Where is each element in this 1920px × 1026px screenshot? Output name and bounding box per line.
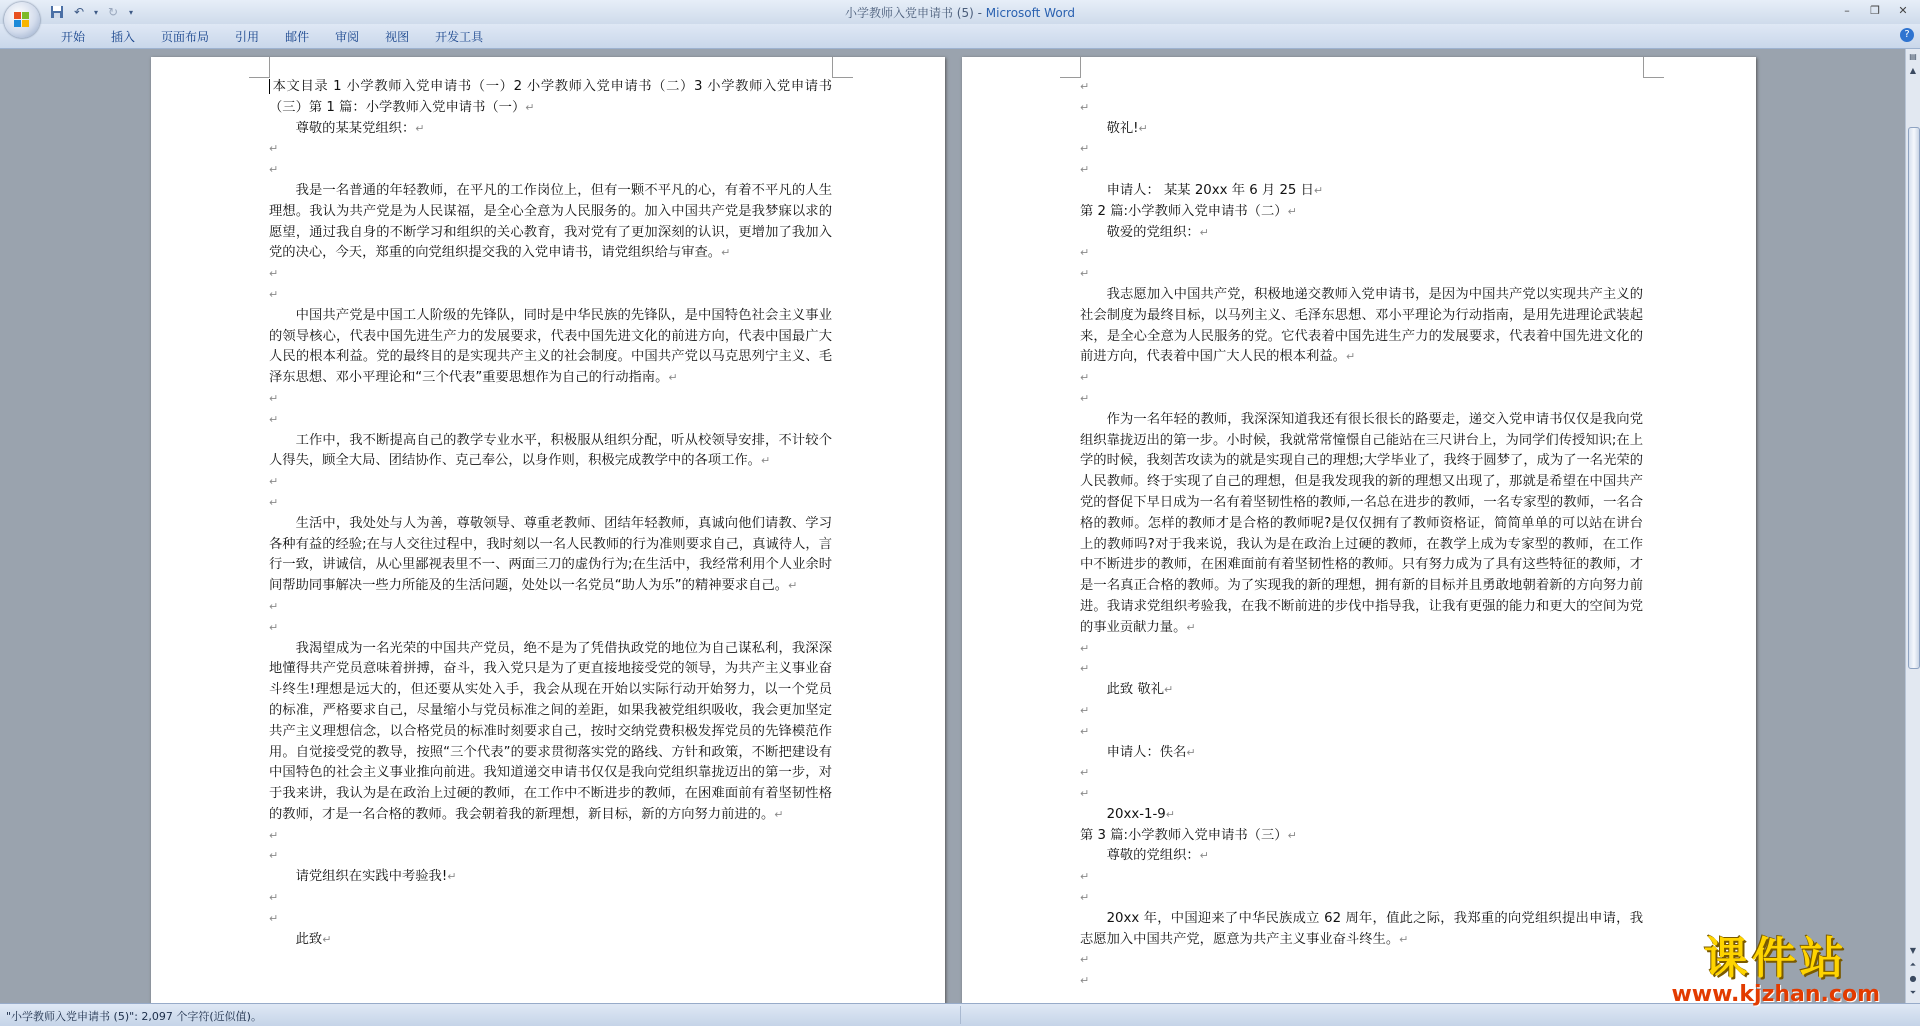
undo-dropdown-icon[interactable]: ▾ — [93, 7, 98, 17]
paragraph[interactable] — [1080, 971, 1643, 992]
paragraph-mark-icon: ↵ — [760, 454, 771, 468]
paragraph[interactable] — [1080, 722, 1643, 743]
undo-icon[interactable]: ↶ — [73, 5, 85, 19]
page-corner-mark — [1643, 57, 1664, 78]
paragraph-mark-icon: ↵ — [1080, 703, 1090, 717]
previous-page-icon[interactable]: ⏶ — [1909, 960, 1917, 969]
paragraph-mark-icon: ↵ — [1080, 724, 1090, 738]
paragraph-mark-icon: ↵ — [415, 121, 425, 135]
paragraph[interactable] — [1080, 139, 1643, 160]
paragraph[interactable] — [1080, 264, 1643, 285]
paragraph[interactable] — [269, 472, 832, 493]
paragraph-text: 我是一名普通的年轻教师，在平凡的工作岗位上，但有一颗不平凡的心，有着不平凡的人生理想。我认为共产党是为人民谋福，是全心全意为人民服务的。加入中国共产党是我梦寐以求的愿望，通过我自身的不断学习和组织的关心教育，我对党有了更加深刻的认识，更增加了我加入党的决心，今天，郑重的向党组织提交我的入党申请书，请党组织给与审查。 — [269, 182, 832, 261]
watermark-title: 课件站 — [1703, 933, 1848, 984]
window-title — [0, 4, 1920, 21]
status-bar — [0, 1003, 1920, 1026]
paragraph-mark-icon: ↵ — [322, 932, 332, 946]
paragraph[interactable] — [269, 119, 832, 140]
paragraph[interactable] — [269, 514, 832, 597]
paragraph-mark-icon: ↵ — [269, 142, 279, 156]
minimize-icon[interactable]: – — [1844, 4, 1850, 17]
paragraph-text: 第 2 篇:小学教师入党申请书（二） — [1080, 203, 1288, 219]
document-title: 小学教师入党申请书 (5) - — [844, 6, 986, 20]
paragraph[interactable] — [269, 181, 832, 264]
paragraph[interactable] — [269, 493, 832, 514]
paragraph[interactable] — [1080, 223, 1643, 244]
tab-references[interactable]: 引用 — [235, 30, 260, 44]
paragraph[interactable] — [269, 597, 832, 618]
paragraph[interactable] — [269, 930, 832, 951]
paragraph[interactable] — [269, 846, 832, 867]
paragraph[interactable] — [269, 160, 832, 181]
vertical-scrollbar[interactable] — [1905, 49, 1920, 1003]
paragraph-mark-icon: ↵ — [1313, 183, 1324, 197]
paragraph-mark-icon: ↵ — [1080, 891, 1090, 905]
paragraph-mark-icon: ↵ — [1399, 932, 1409, 946]
tab-home[interactable]: 开始 — [61, 30, 86, 44]
paragraph-text: 20xx-1-9 — [1106, 806, 1166, 822]
paragraph-mark-icon: ↵ — [269, 849, 279, 863]
paragraph[interactable] — [1080, 701, 1643, 722]
title-bar — [0, 0, 1920, 25]
paragraph-mark-icon: ↵ — [525, 100, 535, 114]
paragraph-mark-icon: ↵ — [1199, 225, 1209, 239]
paragraph-mark-icon: ↵ — [269, 620, 279, 634]
paragraph[interactable] — [1080, 805, 1643, 826]
paragraph-mark-icon: ↵ — [269, 267, 279, 281]
paragraph-mark-icon: ↵ — [1080, 766, 1090, 780]
paragraph[interactable] — [269, 826, 832, 847]
scroll-down-icon[interactable]: ▼ — [1909, 946, 1917, 955]
paragraph[interactable] — [1080, 368, 1643, 389]
paragraph-mark-icon: ↵ — [1080, 391, 1090, 405]
save-icon[interactable] — [48, 3, 66, 21]
next-page-icon[interactable]: ⏷ — [1909, 988, 1917, 997]
paragraph-mark-icon: ↵ — [269, 391, 279, 405]
paragraph[interactable] — [269, 867, 832, 888]
paragraph-mark-icon: ↵ — [774, 807, 784, 821]
app-name: Microsoft Word — [985, 6, 1076, 20]
tab-insert[interactable]: 插入 — [111, 30, 136, 44]
paragraph-text: 我渴望成为一名光荣的中国共产党员，绝不是为了凭借执政党的地位为自己谋私利，我深深地懂得共产党员意味着拼搏，奋斗，我入党只是为了更直接地接受党的领导，为共产主义事业奋斗终生!理想是远大的，但还要从实处入手，我会从现在开始以实际行动开始努力，以一个党员的标准，严格要求自己，尽量缩小与党员标准之间的差距，如果我被党组织吸收，我会更加坚定共产主义理想信念，以合格党员的标准时刻要求自己，按时交纳党费积极发挥党员的先锋模范作用。自觉接受党的教导，按照“三个代表”的要求贯彻落实党的路线、方针和政策，不断把建设有中国特色的社会主义事业推向前进。我知道递交申请书仅仅是我向党组织靠拢迈出的第一步，对于我来讲，我认为是在政治上过硬的教师，在工作中不断进步的教师，在困难面前有着坚韧性格的教师，才是一名合格的教师。我会朝着我的新理想，新目标，新的方向努力前进的。 — [269, 640, 832, 822]
paragraph-mark-icon: ↵ — [1186, 620, 1196, 634]
redo-icon[interactable]: ↻ — [107, 5, 119, 19]
paragraph[interactable] — [269, 306, 832, 389]
paragraph-mark-icon: ↵ — [269, 412, 279, 426]
paragraph[interactable] — [269, 888, 832, 909]
paragraph[interactable] — [269, 639, 832, 826]
tab-page-layout[interactable]: 页面布局 — [161, 30, 210, 44]
tab-developer[interactable]: 开发工具 — [435, 30, 484, 44]
paragraph-mark-icon: ↵ — [269, 891, 279, 905]
paragraph[interactable] — [1080, 826, 1643, 847]
select-browse-object-icon[interactable]: ● — [1909, 974, 1917, 983]
paragraph-mark-icon: ↵ — [788, 579, 798, 593]
paragraph-mark-icon: ↵ — [1186, 745, 1196, 759]
paragraph-text: 敬礼! — [1106, 120, 1139, 136]
paragraph-text: 敬爱的党组织： — [1106, 224, 1200, 240]
paragraph[interactable] — [1080, 389, 1643, 410]
document-area[interactable] — [0, 49, 1906, 1003]
page-2-text[interactable] — [1080, 77, 1643, 992]
office-button[interactable] — [4, 2, 40, 38]
paragraph-text: 尊敬的党组织： — [1106, 848, 1200, 864]
paragraph[interactable] — [1080, 639, 1643, 660]
paragraph[interactable] — [269, 139, 832, 160]
close-icon[interactable]: ✕ — [1898, 4, 1908, 17]
paragraph[interactable] — [269, 77, 832, 119]
chevron-down-icon[interactable]: ▾ — [128, 7, 133, 17]
paragraph-mark-icon: ↵ — [1080, 100, 1090, 114]
paragraph-mark-icon: ↵ — [721, 246, 731, 260]
paragraph[interactable] — [1080, 680, 1643, 701]
paragraph[interactable] — [1080, 867, 1643, 888]
paragraph-text: 尊敬的某某党组织： — [295, 120, 416, 136]
paragraph[interactable] — [1080, 243, 1643, 264]
paragraph-mark-icon: ↵ — [1080, 267, 1090, 281]
paragraph-text: 请党组织在实践中考验我! — [295, 869, 448, 885]
paragraph-mark-icon: ↵ — [1080, 974, 1090, 988]
paragraph[interactable] — [1080, 410, 1643, 639]
page-corner-mark — [1060, 57, 1081, 78]
text-cursor — [269, 79, 270, 94]
paragraph[interactable] — [269, 285, 832, 306]
paragraph[interactable] — [1080, 950, 1643, 971]
paragraph-mark-icon: ↵ — [447, 870, 457, 884]
paragraph-mark-icon: ↵ — [1080, 787, 1090, 801]
paragraph[interactable] — [1080, 77, 1643, 98]
scroll-up-icon[interactable]: ▲ — [1909, 66, 1917, 75]
paragraph-text: 作为一名年轻的教师，我深深知道我还有很长很长的路要走，递交入党申请书仅仅是我向党组织靠拢迈出的第一步。小时候，我就常常憧憬自己能站在三尺讲台上，为同学们传授知识;在上学的时候，我刻苦攻读为的就是实现自己的理想;大学毕业了，我终于圆梦了，成为了一名光荣的人民教师。终于实现了自己的理想，但是我发现我的新的理想又出现了，那就是希望在中国共产党的督促下早日成为一名有着坚韧性格的教师,一名总在进步的教师，一名专家型的教师，一名合格的教师。怎样的教师才是合格的教师呢?是仅仅拥有了教师资格证，简简单单的可以站在讲台上的教师吗?对于我来说，我认为是在政治上过硬的教师，在教学上成为专家型的教师，在工作中不断进步的教师，在困难面前有着坚韧性格的教师。只有努力成为了具有这些特征的教师，才是一名真正合格的教师。为了实现我的新的理想，拥有新的目标并且勇敢地朝着新的方向努力前进。我请求党组织考验我，在我不断前进的步伐中指导我，让我有更强的能力和更大的空间为党的事业贡献力量。 — [1080, 411, 1643, 635]
paragraph[interactable] — [1080, 181, 1643, 202]
paragraph[interactable] — [1080, 98, 1643, 119]
watermark-logo — [1671, 922, 1880, 1007]
tab-view[interactable]: 视图 — [385, 30, 410, 44]
paragraph[interactable] — [1080, 763, 1643, 784]
page-corner-mark — [249, 57, 270, 78]
paragraph[interactable] — [269, 909, 832, 930]
paragraph[interactable] — [1080, 160, 1643, 181]
paragraph-mark-icon: ↵ — [1287, 828, 1297, 842]
page-1[interactable] — [151, 57, 945, 1003]
paragraph-mark-icon: ↵ — [269, 911, 279, 925]
ribbon-tab-bar — [0, 24, 1920, 49]
paragraph[interactable] — [1080, 285, 1643, 368]
paragraph-text: 申请人：佚名 — [1106, 744, 1187, 760]
scrollbar-thumb[interactable] — [1908, 127, 1920, 669]
paragraph[interactable] — [269, 431, 832, 473]
paragraph[interactable] — [1080, 846, 1643, 867]
paragraph-text: 中国共产党是中国工人阶级的先锋队，同时是中华民族的先锋队，是中国特色社会主义事业的领导核心，代表中国先进生产力的发展要求，代表中国先进文化的前进方向，代表中国最广大人民的根本利益。党的最终目的是实现共产主义的社会制度。中国共产党以马克思列宁主义、毛泽东思想、邓小平理论和“三个代表”重要思想作为自己的行动指南。 — [269, 307, 832, 386]
page-1-text[interactable] — [269, 77, 832, 950]
page-2[interactable] — [962, 57, 1756, 1003]
paragraph-text: 此致 敬礼 — [1106, 682, 1165, 698]
paragraph-mark-icon: ↵ — [1164, 683, 1174, 697]
restore-icon[interactable]: ❐ — [1870, 4, 1880, 17]
paragraph-mark-icon: ↵ — [1080, 163, 1090, 177]
watermark-url: www.kjzhan.com — [1671, 982, 1880, 1007]
paragraph[interactable] — [269, 618, 832, 639]
ruler-toggle-icon[interactable]: ▤ — [1909, 52, 1917, 61]
paragraph-mark-icon: ↵ — [1287, 204, 1297, 218]
paragraph[interactable] — [269, 389, 832, 410]
paragraph[interactable] — [269, 410, 832, 431]
window-controls — [1834, 2, 1916, 20]
paragraph-text: 20xx 年，中国迎来了中华民族成立 62 周年，值此之际，我郑重的向党组织提出申请，我志愿加入中国共产党，愿意为共产主义事业奋斗终生。 — [1080, 910, 1643, 947]
status-divider — [960, 1006, 961, 1024]
paragraph-mark-icon: ↵ — [269, 163, 279, 177]
paragraph[interactable] — [1080, 909, 1643, 951]
paragraph-mark-icon: ↵ — [1080, 246, 1090, 260]
paragraph-mark-icon: ↵ — [269, 287, 279, 301]
paragraph-mark-icon: ↵ — [269, 495, 279, 509]
paragraph-mark-icon: ↵ — [1080, 641, 1090, 655]
quick-access-toolbar — [48, 3, 136, 21]
paragraph-mark-icon: ↵ — [1080, 953, 1090, 967]
paragraph-text: 工作中，我不断提高自己的教学专业水平，积极服从组织分配，听从校领导安排，不计较个人得失，顾全大局、团结协作、克己奉公，以身作则，积极完成教学中的各项工作。 — [269, 432, 832, 469]
paragraph-text: 此致 — [295, 931, 323, 947]
paragraph[interactable] — [1080, 743, 1643, 764]
page-corner-mark — [832, 57, 853, 78]
paragraph[interactable] — [1080, 202, 1643, 223]
paragraph-mark-icon: ↵ — [1199, 849, 1209, 863]
paragraph[interactable] — [1080, 659, 1643, 680]
paragraph-mark-icon: ↵ — [1080, 371, 1090, 385]
paragraph-mark-icon: ↵ — [1080, 142, 1090, 156]
paragraph[interactable] — [1080, 888, 1643, 909]
paragraph-mark-icon: ↵ — [269, 599, 279, 613]
paragraph-mark-icon: ↵ — [668, 371, 678, 385]
paragraph-mark-icon: ↵ — [1080, 870, 1090, 884]
paragraph-mark-icon: ↵ — [1345, 350, 1356, 364]
paragraph[interactable] — [1080, 784, 1643, 805]
paragraph-mark-icon: ↵ — [269, 475, 279, 489]
paragraph-mark-icon: ↵ — [1165, 807, 1175, 821]
help-icon[interactable]: ? — [1900, 28, 1914, 42]
paragraph[interactable] — [1080, 119, 1643, 140]
tab-mailings[interactable]: 邮件 — [285, 30, 310, 44]
paragraph[interactable] — [269, 264, 832, 285]
paragraph-mark-icon: ↵ — [1080, 80, 1090, 93]
paragraph-text: 第 3 篇:小学教师入党申请书（三） — [1080, 827, 1288, 843]
paragraph-text: 我志愿加入中国共产党，积极地递交教师入党申请书，是因为中国共产党以实现共产主义的社会制度为最终目标，以马列主义、毛泽东思想、邓小平理论为行动指南，是用先进理论武装起来，是全心全意为人民服务的党。它代表着中国先进生产力的发展要求，代表着中国先进文化的前进方向，代表着中国广大人民的根本利益。 — [1080, 286, 1643, 365]
status-word-count[interactable]: "小学教师入党申请书 (5)": 2,097 个字符(近似值)。 — [6, 1010, 262, 1023]
tab-review[interactable]: 审阅 — [335, 30, 360, 44]
paragraph-text: 生活中，我处处与人为善，尊敬领导、尊重老教师、团结年轻教师，真诚向他们请教、学习各种有益的经验;在与人交往过程中，我时刻以一名人民教师的行为准则要求自己，真诚待人，言行一致，讲诚信，从心里鄙视表里不一、两面三刀的虚伪行为;在生活中，我经常利用个人业余时间帮助同事解决一些力所能及的生活问题，处处以一名党员“助人为乐”的精神要求自己。 — [269, 515, 832, 594]
paragraph-mark-icon: ↵ — [269, 828, 279, 842]
paragraph-mark-icon: ↵ — [1080, 662, 1090, 676]
paragraph-text: 本文目录 1 小学教师入党申请书（一）2 小学教师入党申请书（二）3 小学教师入党申请书（三）第 1 篇：小学教师入党申请书（一） — [269, 79, 832, 115]
paragraph-mark-icon: ↵ — [1138, 121, 1148, 135]
office-logo-icon — [14, 12, 30, 28]
paragraph-text: 申请人： 某某 20xx 年 6 月 25 日 — [1106, 182, 1314, 198]
